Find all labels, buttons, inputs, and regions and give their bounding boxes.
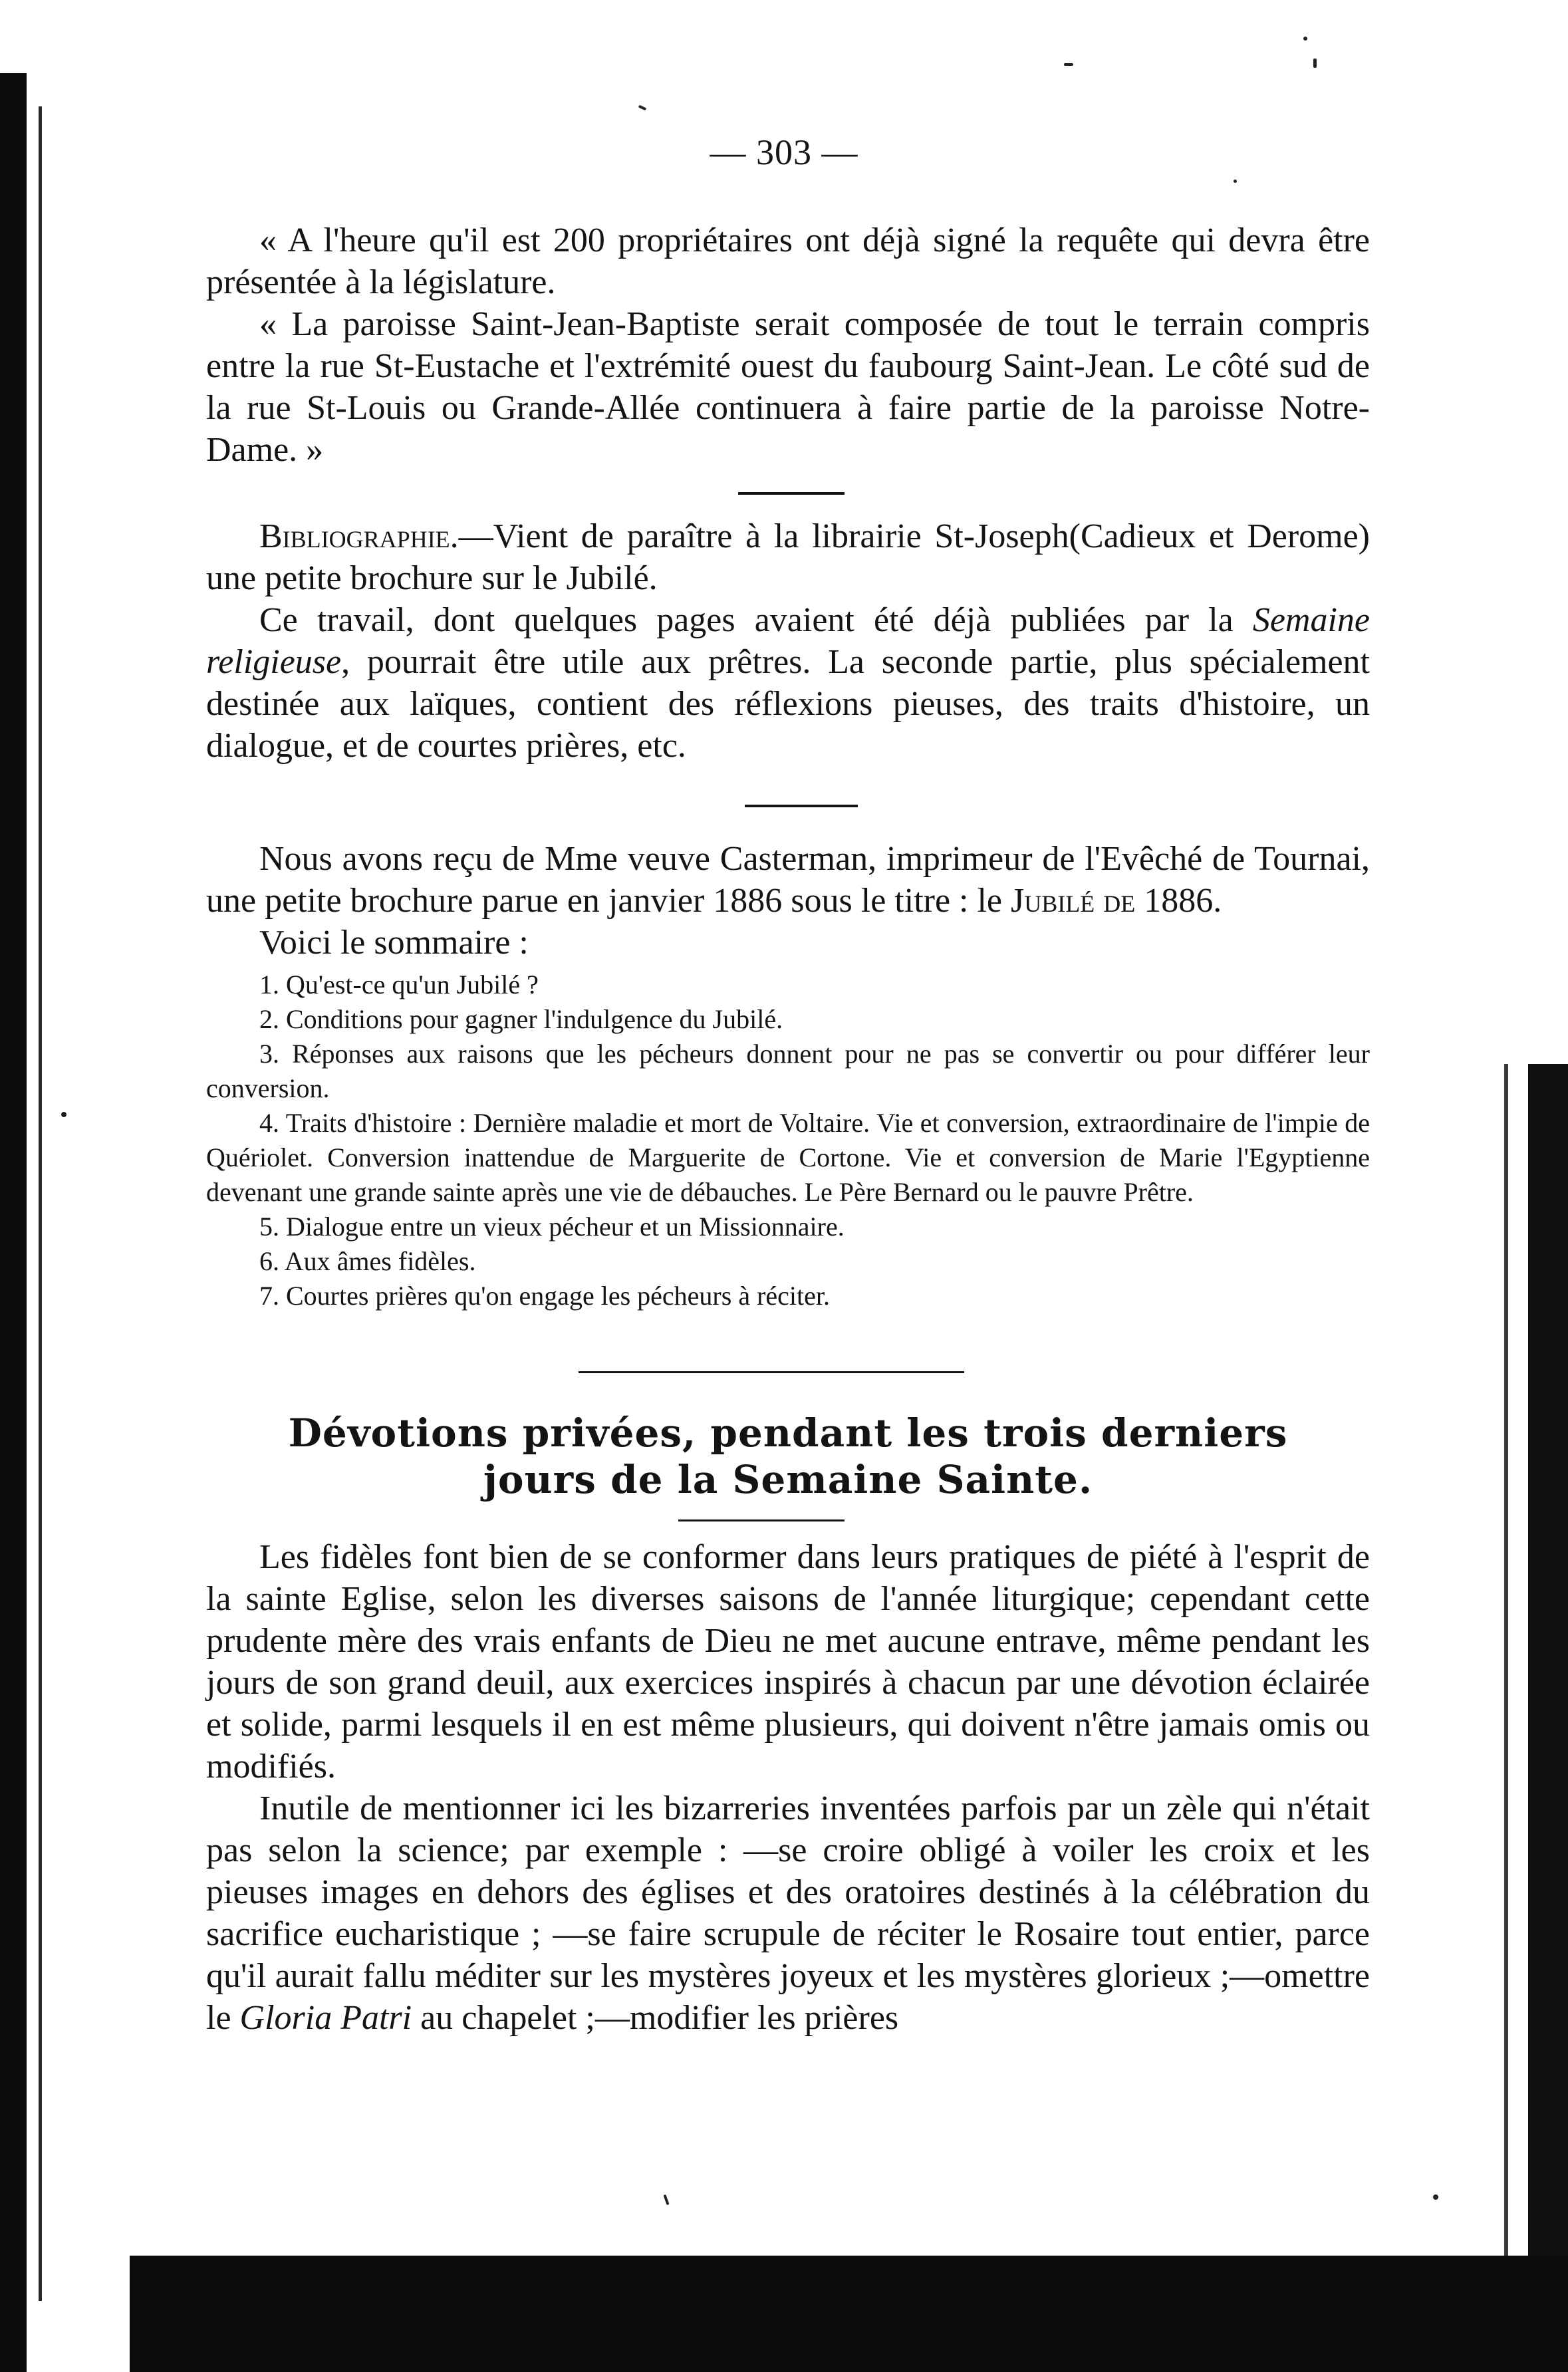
casterman-block — [206, 838, 1370, 1313]
body-paragraph: Les fidèles font bien de se conformer dans leurs pratiques de piété à l'esprit de la sainte Eglise, selon les diverses saisons de l'année liturgique; cependant cette prudente mère des vrais enfants de Dieu ne met aucune entrave, même pendant les jours de son grand deuil, aux exercices inspirés à chacun par une dévotion éclairée et solide, parmi lesquels il en est même plusieurs, qui doivent n'être jamais omis ou modifiés. — [206, 1538, 1370, 1785]
quote-paragraph: « A l'heure qu'il est 200 propriétaires ont déjà signé la requête qui devra être présentée à la législature. — [206, 221, 1370, 301]
summary-item: 5. Dialogue entre un vieux pécheur et un Missionnaire. — [259, 1212, 845, 1242]
bibliography-label: Bibliographie. — [259, 517, 459, 555]
bibliography-paragraph — [206, 599, 1370, 767]
section-heading: jours de la Semaine Sainte. — [483, 1457, 1093, 1502]
summary-list — [206, 968, 1370, 1313]
bibliography-block — [206, 515, 1370, 767]
scan-left-border — [0, 73, 27, 2372]
scan-speck — [638, 105, 647, 111]
publication-title: Semaine religieuse — [206, 601, 1370, 681]
brochure-title: Jubilé de 1886 — [1011, 882, 1214, 920]
summary-item: 6. Aux âmes fidèles. — [259, 1246, 476, 1276]
devotions-body — [206, 1536, 1370, 2039]
scan-speck — [1303, 37, 1307, 41]
summary-item: 4. Traits d'histoire : Dernière maladie et mort de Voltaire. Vie et conversion, extraordinaire de l'impie de Quériolet. Conversion inattendue de Marguerite de Cortone. Vie et conversion de Marie l'Egyptienne devenant une grande sainte après une vie de débauches. Le Père Bernard ou le pauvre Prêtre. — [206, 1108, 1370, 1207]
scan-speck — [61, 1112, 66, 1117]
casterman-paragraph — [206, 838, 1370, 922]
summary-item: 7. Courtes prières qu'on engage les pécheurs à réciter. — [259, 1281, 830, 1311]
section-divider — [579, 1371, 964, 1373]
scan-speck — [1234, 180, 1237, 183]
devotions-heading-block — [206, 1410, 1370, 1503]
bibliography-text: —Vient de paraître à la librairie St-Joseph(Cadieux et Derome) une petite brochure sur le Jubilé. — [206, 517, 1370, 597]
prayer-title: Gloria Patri — [239, 1999, 412, 2037]
scan-speck — [1064, 63, 1073, 66]
scan-speck — [1433, 2194, 1438, 2200]
quote-block — [206, 219, 1370, 471]
scan-right-border — [1528, 1064, 1568, 2372]
section-divider — [745, 805, 858, 807]
section-heading: Dévotions privées, pendant les trois derniers — [288, 1410, 1288, 1456]
bibliography-text: Ce travail, dont quelques pages avaient été déjà publiées par la — [259, 601, 1253, 639]
summary-item: 2. Conditions pour gagner l'indulgence du Jubilé. — [259, 1004, 783, 1034]
section-divider — [678, 1519, 845, 1521]
scan-right-line — [1504, 1064, 1508, 2261]
body-text: au chapelet ;—modifier les prières — [412, 1999, 899, 2037]
summary-intro: Voici le sommaire : — [259, 924, 529, 962]
body-text: Inutile de mentionner ici les bizarreries inventées parfois par un zèle qui n'était pas selon la science; par exemple : —se croire obligé à voiler les croix et les pieuses images en dehors des églises et des oratoires destinés à la célébration du sacrifice eucharistique ; —se faire scrupule de réciter le Rosaire tout entier, parce qu'il aurait fallu méditer sur les mystères joyeux et les mystères glorieux ;—omettre le — [206, 1789, 1370, 2037]
bibliography-text: , pourrait être utile aux prêtres. La seconde partie, plus spécialement destinée aux laïques, contient des réflexions pieuses, des traits d'histoire, un dialogue, et de courtes prières, etc. — [206, 643, 1370, 765]
scan-speck — [663, 2194, 669, 2205]
quote-paragraph: « La paroisse Saint-Jean-Baptiste serait composée de tout le terrain compris entre la rue St-Eustache et l'extrémité ouest du faubourg Saint-Jean. Le côté sud de la rue St-Louis ou Grande-Allée continuera à faire partie de la paroisse Notre-Dame. » — [206, 305, 1370, 469]
casterman-text: . — [1213, 882, 1222, 920]
bibliography-paragraph — [206, 515, 1370, 599]
scan-left-line — [39, 106, 42, 2301]
summary-item: 1. Qu'est-ce qu'un Jubilé ? — [259, 970, 539, 999]
scan-bottom-border — [130, 2256, 1568, 2372]
scan-speck — [1313, 59, 1317, 68]
page-number: — 303 — — [710, 132, 858, 172]
body-paragraph — [206, 1787, 1370, 2039]
section-divider — [738, 492, 845, 495]
casterman-text: Nous avons reçu de Mme veuve Casterman, imprimeur de l'Evêché de Tournai, une petite brochure parue en janvier 1886 sous le titre : le — [206, 840, 1370, 920]
summary-item: 3. Réponses aux raisons que les pécheurs donnent pour ne pas se convertir ou pour différer leur conversion. — [206, 1039, 1370, 1103]
